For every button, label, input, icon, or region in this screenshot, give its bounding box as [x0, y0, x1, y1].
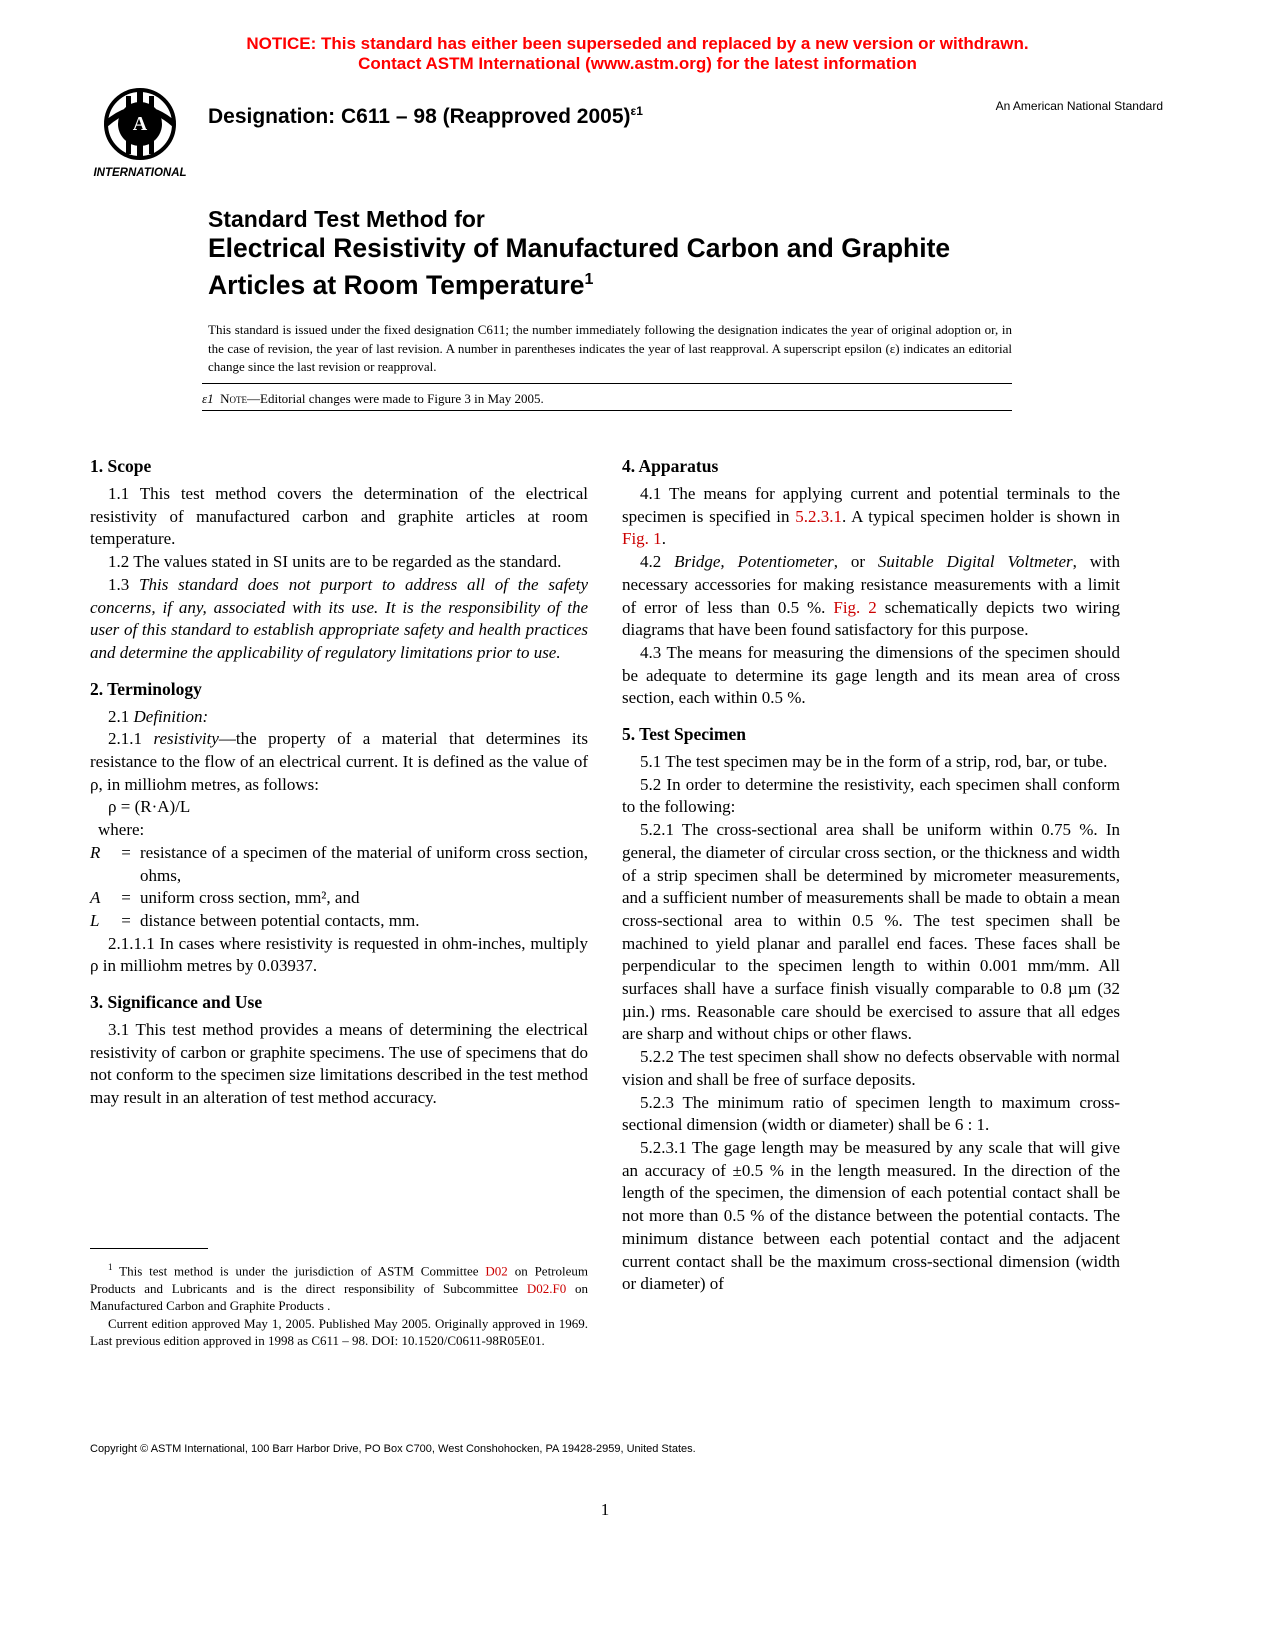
title-line-3: Articles at Room Temperature$^1$: [208, 269, 594, 300]
link-committee-d02[interactable]: D02: [485, 1263, 508, 1279]
link-section-5-2-3-1[interactable]: 5.2.3.1: [795, 506, 843, 526]
definition-a: A = uniform cross section, mm², and: [90, 887, 588, 910]
paragraph-4-2: 4.2 Bridge, Potentiometer, or Suitable Digital Voltmeter, with necessary accessories for making resistance measurements with a limit of error of less than 0.5 %. Fig. 2 schematically depicts two wiring diagrams that have been found satisfactory for this purpose.: [622, 552, 1121, 640]
paragraph-5-2-1: 5.2.1 The cross-sectional area shall be uniform within 0.75 %. In general, the diameter of circular cross section, or the thickness and width of a strip specimen shall be determined by micrometer measurements, and a sufficient number of measurements shall be made to obtain a mean cross-sectional area to within 0.5 %. The test specimen shall be machined to yield planar and parallel end faces. These faces shall be perpendicular to the specimen length to within 0.001 mm/mm. All surfaces shall have a surface finish visually comparable to 0.8 µm (32 µin.) rms. Reasonable care should be exercised to assure that all edges are sharp and without chips or other flaws.: [622, 820, 1120, 1044]
designation-epsilon: ε1: [630, 104, 643, 118]
astm-logo: [90, 86, 192, 182]
astm-logo-icon: [90, 86, 192, 182]
paragraph-2-1: 2.1 Definition:: [108, 706, 209, 726]
paragraph-1-1: 1.1 This test method covers the determination of the electrical resistivity of manufactured carbon and graphite articles at room temperature.: [90, 484, 588, 549]
section-heading-apparatus: 4. Apparatus: [622, 456, 719, 476]
notice-line-2: Contact ASTM International (www.astm.org) for the latest information: [358, 54, 917, 73]
paragraph-5-2-2: 5.2.2 The test specimen shall show no defects observable with normal vision and shall be free of surface deposits.: [622, 1047, 1120, 1089]
epsilon-symbol: ε1: [202, 391, 214, 406]
paragraph-2-1-1-1: 2.1.1.1 In cases where resistivity is requested in ohm-inches, multiply ρ in milliohm metres by 0.03937.: [90, 933, 588, 976]
paragraph-3-1: 3.1 This test method provides a means of determining the electrical resistivity of carbon or graphite specimens. The use of specimens that do not conform to the specimen size limitations described in the test method may result in an alteration of test method accuracy.: [90, 1020, 588, 1108]
national-standard-label: An American National Standard: [995, 99, 1163, 113]
paragraph-5-2: 5.2 In order to determine the resistivity, each specimen shall conform to the following:: [622, 774, 1120, 817]
title-line-1: Standard Test Method for: [208, 206, 485, 232]
link-fig-2[interactable]: Fig. 2: [833, 597, 877, 617]
designation: [208, 104, 643, 129]
note-text: —Editorial changes were made to Figure 3 in May 2005.: [247, 391, 544, 406]
paragraph-2-1-1: 2.1.1 resistivity—the property of a material that determines its resistance to the flow of an electrical current. It is defined as the value of ρ, in milliohm metres, as follows:: [90, 729, 588, 794]
section-heading-significance: 3. Significance and Use: [90, 992, 263, 1013]
left-column: [90, 455, 588, 1110]
document-title: [208, 205, 950, 301]
footnote-rule: [90, 1248, 208, 1249]
symbol-l: L: [90, 910, 100, 930]
paragraph-5-2-3-1: 5.2.3.1 The gage length may be measured by any scale that will give an accuracy of ±0.5 % in the length measured. In the direction of the length of the specimen, the dimension of each potential contact shall be not more than 0.5 % of the distance between the potential contacts. The minimum distance between each potential contact and the adjacent current contact shall be the maximum cross-sectional dimension (width or diameter) of: [622, 1137, 1120, 1294]
symbol-r: R: [90, 842, 101, 862]
rule-divider: [202, 383, 1012, 384]
right-column: [622, 455, 1120, 1296]
svg-text:INTERNATIONAL: INTERNATIONAL: [93, 167, 187, 179]
definition-r: R = resistance of a specimen of the material of uniform cross section, ohms,: [90, 842, 588, 887]
editorial-note: [202, 391, 544, 407]
section-heading-terminology: 2. Terminology: [90, 678, 202, 699]
link-subcommittee-d02-f0[interactable]: D02.F0: [526, 1280, 567, 1296]
paragraph-4-3: 4.3 The means for measuring the dimensions of the specimen should be adequate to determine its gage length and its mean area of cross section, each within 0.5 %.: [622, 642, 1120, 708]
section-heading-scope: 1. Scope: [90, 456, 152, 476]
symbol-a: A: [90, 888, 101, 908]
designation-text: Designation: C611 – 98 (Reapproved 2005): [208, 105, 631, 128]
paragraph-5-1: 5.1 The test specimen may be in the form of a strip, rod, bar, or tube.: [640, 752, 1108, 772]
where-label: where:: [98, 820, 145, 840]
rule-divider: [202, 410, 1012, 411]
resistivity-formula: ρ = (R·A)/L: [108, 797, 191, 817]
note-label: Note: [220, 391, 248, 406]
title-line-2: Electrical Resistivity of Manufactured Carbon and Graphite: [208, 233, 951, 263]
paragraph-5-2-3: 5.2.3 The minimum ratio of specimen length to maximum cross-sectional dimension (width or diameter) shall be 6 : 1.: [622, 1092, 1120, 1135]
page-number: 1: [600, 1500, 610, 1519]
title-footnote-mark: 1: [584, 271, 594, 288]
svg-text:A: A: [132, 113, 148, 135]
definition-l: L = distance between potential contacts, mm.: [90, 910, 588, 933]
notice-line-1: NOTICE: This standard has either been superseded and replaced by a new version or withdrawn.: [246, 34, 1029, 53]
section-heading-specimen: 5. Test Specimen: [622, 724, 746, 745]
footnote-1: $^1$ This test method is under the jurisdiction of ASTM Committee D02 on Petroleum Products and Lubricants and is the direct responsibility of Subcommittee D02.F0 on Manufactured Carbon and Graphite Products .: [90, 1262, 589, 1314]
copyright-line: Copyright © ASTM International, 100 Barr Harbor Drive, PO Box C700, West Conshohocken, PA 19428-2959, United States.: [90, 1443, 696, 1455]
footnotes: [90, 1259, 588, 1350]
paragraph-4-1: 4.1 The means for applying current and potential terminals to the specimen is specified in 5.2.3.1. A typical specimen holder is shown in Fig. 1.: [622, 484, 1120, 549]
notice-banner: [0, 34, 1275, 74]
paragraph-1-2: 1.2 The values stated in SI units are to be regarded as the standard.: [108, 552, 562, 572]
footnote-edition: Current edition approved May 1, 2005. Published May 2005. Originally approved in 1969. Last previous edition approved in 1998 as C611 – 98. DOI: 10.1520/C0611-98R05E01.: [90, 1315, 588, 1349]
issuance-statement: This standard is issued under the fixed designation C611; the number immediately following the designation indicates the year of original adoption or, in the case of revision, the year of last revision. A number in parentheses indicates the year of last reapproval. A superscript epsilon (ε) indicates an editorial change since the last revision or reapproval.: [208, 322, 1012, 374]
link-fig-1[interactable]: Fig. 1: [622, 529, 662, 549]
paragraph-1-3: 1.3 This standard does not purport to address all of the safety concerns, if any, associated with its use. It is the responsibility of the user of this standard to establish appropriate safety and health practices and determine the applicability of regulatory limitations prior to use.: [90, 574, 588, 662]
